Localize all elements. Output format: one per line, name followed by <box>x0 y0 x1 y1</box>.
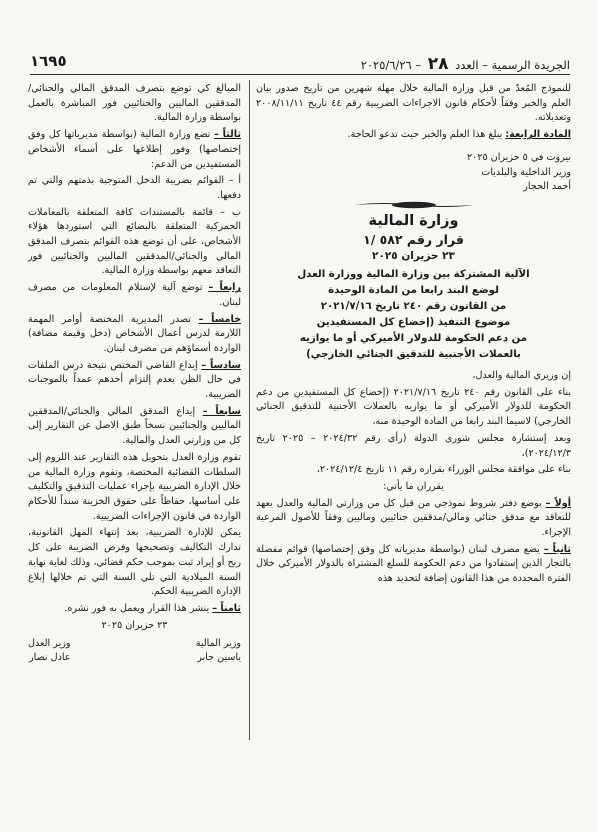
clause-text: إيداع القاضي المختص نتيجة درس الملفات في حال الظن بعدم إلتزام أحدهم عمداً بالموجبات الضريبية. <box>28 359 241 401</box>
signer-title: وزير الداخلية والبلديات <box>481 166 571 178</box>
subject-line: الآلية المشتركة بين وزارة المالية ووزارة العدل <box>297 269 530 281</box>
clause-label: سابعاً – <box>202 405 241 417</box>
decision-date: ٢٣ حزيران ٢٠٢٥ <box>372 250 455 263</box>
sub-item-a: أ – القوائم بضريبة الدخل المتوجبة بذمتهم والتي تم دفعها. <box>28 175 241 201</box>
subject-line: موضوع التنفيذ (إخضاع كل المستفيدين <box>316 317 511 329</box>
clause-label: خامساً – <box>198 313 241 325</box>
clause-eighth <box>28 602 241 617</box>
subject-line: من دعم الحكومة للدولار الأميركي أو ما يوازيه <box>299 333 528 345</box>
preamble: إن وزيري المالية والعدل، <box>472 370 571 382</box>
clause-third <box>28 128 241 172</box>
finance-minister-title: وزير المالية <box>195 638 241 650</box>
left-column <box>28 82 241 665</box>
clause-fourth <box>28 281 241 310</box>
clause-text: يوضع دفتر شروط نموذجي من قبل كل من وزارتي المالية والعدل يعهد للتعاقد مع مدقق جنائي ومالي/مدققين جنائيين وماليين وفقاً للأصول المرعية الإجراء. <box>256 497 571 539</box>
clause-label: ثالثاً – <box>213 129 241 141</box>
clause-first <box>256 497 571 541</box>
right-column <box>256 82 571 589</box>
justice-minister-name: عادل نصار <box>29 652 71 664</box>
journal-name: الجريدة الرسمية – العدد <box>455 58 570 72</box>
clause-second <box>256 543 571 587</box>
recital: وبعد إستشارة مجلس شورى الدولة (رأي رقم ٢٠٢٤/٣٢ – ٢٠٢٥ تاريخ ٢٠٢٤/١٢/٣)، <box>256 432 571 459</box>
finance-minister-block <box>196 637 241 665</box>
subject-line: بالعملات الأجنبية للتدقيق الجنائي الخارجي) <box>306 349 521 361</box>
paragraph: تقوم وزارة العدل بتحويل هذه التقارير عند اللزوم إلى السلطات القضائية المختصة، وتقوم وزارة المالية من خلال الإدارة الضريبية بإجراء عمليات التدقيق والتكليف على أساسها، حفاظاً على حقوق الخزينة سنداً للأحكام الواردة في قانون الإجراءات الضريبية. <box>28 451 241 522</box>
ministers-signatures <box>28 637 241 665</box>
justice-minister-title: وزير العدل <box>28 638 71 650</box>
clause-text: إيداع المدقق المالي والجنائي/المدققين الماليين والجنائيين نسخاً طبق الاصل عن التقارير إلى كل من وزارتي العدل والمالية. <box>28 405 241 447</box>
clause-text: تصدر المديرية المختصة أوامر المهمة اللازمة لدرس أعمال الأشخاص (دخل وقيمة مضافة) الواردة أسماؤهم من مصرف لبنان. <box>28 313 241 354</box>
clause-text: تضع وزارة المالية (بواسطة مديرياتها كل وفق إختصاصها) وفور إطلاعها على أسماء الأشخاص المستفيدين من الدعم: <box>28 129 241 170</box>
interior-signature <box>256 151 571 195</box>
continued-paragraph: المبالغ كي توضع بتصرف المدقق المالي والجنائي/ المدققين الماليين والجنائيين فور المباشرة بالعمل بواسطة وزارة المالية. <box>28 83 241 124</box>
recital: بناء على القانون رقم ٢٤٠ تاريخ ٢٠٢١/٧/١٦ (إخضاع كل المستفيدين من دعم الحكومة للدولار الأميركي أو ما يوازيه بالعملات الأجنبية للتدقيق الجنائي الخارجي) لاسيما البند رابعا من المادة الوحيدة منه، <box>256 386 571 428</box>
sub-item-b: ب – قائمة بالمستندات كافة المتعلقة بالمعاملات الجمركية المتعلقة بالبضائع التي استوردها هؤلاء الأشخاص، على أن توضع هذه القوائم بتصرف المدقق المالي والجنائي/المدققين الماليين والجنائيين فور التعاقد معهم بواسطة وزارة المالية. <box>28 206 241 277</box>
clause-label: سادساً – <box>201 359 241 371</box>
clause-sixth <box>28 359 241 403</box>
ornament-divider <box>256 200 571 210</box>
place-date: بيروت في ٥ حزيران ٢٠٢٥ <box>467 151 571 163</box>
clause-fifth <box>28 313 241 357</box>
clause-label: ثامناً – <box>212 602 241 614</box>
page-number: ١٦٩٥ <box>30 52 67 70</box>
paragraph: يمكن للإدارة الضريبية، بعد إنتهاء المهل القانونية، تدارك التكاليف وتصحيحها وفرض الضريبة على كل ربح أو إيراد ثبت بموجب حكم قضائي، وذلك لغاية نهاية السنة الميلادية التي تلي السنة التي تم خلالها إبلاغ الإدارة الضريبية الحكم. <box>28 527 241 598</box>
article-four <box>256 128 571 143</box>
subject-line: لوضع البند رابعا من المادة الوحيدة <box>328 285 499 297</box>
decision-signing-date: ٢٣ حزيران ٢٠٢٥ <box>101 619 168 631</box>
clause-label: رابعاً – <box>208 282 241 294</box>
issue-date: – ٢٠٢٥/٦/٢٦ <box>360 58 422 72</box>
subject-line: من القانون رقم ٢٤٠ تاريخ ٢٠٢١/٧/١٦ <box>320 301 507 313</box>
decision-subject <box>256 267 571 363</box>
signer-name: أحمد الحجار <box>523 181 571 193</box>
page-header <box>30 50 570 72</box>
recital: بناء على موافقة مجلس الوزراء بقراره رقم ١١ تاريخ ٢٠٢٤/١٢/٤، <box>316 464 571 476</box>
ministry-title: وزارة المالية <box>368 212 459 229</box>
clause-text: ينشر هذا القرار ويعمل به فور نشره. <box>64 602 210 614</box>
decides-heading: يقرران ما يأتي: <box>383 480 444 492</box>
clause-text: توضع آلية لإستلام المعلومات من مصرف لبنان. <box>28 282 241 308</box>
header-rule <box>30 74 570 75</box>
clause-seventh <box>28 405 241 449</box>
justice-minister-block <box>28 637 71 665</box>
issue-number: ٢٨ <box>427 54 449 74</box>
article-four-label: المادة الرابعة: <box>505 129 571 141</box>
clause-label: ثانياً – <box>543 543 571 555</box>
clause-text: يضع مصرف لبنان (بواسطة مديرياته كل وفق إختصاصها) قوائم مفصلة بالتجار الذين إستفادوا من دعم الحكومة للسلع المشتراة بالدولار الأميركي خلال الفترة المحددة من هذا القانون إضافة لتحديد هذه <box>256 543 571 585</box>
article-four-text: يبلغ هذا العلم والخبر حيث تدعو الحاجة. <box>347 129 503 141</box>
column-divider <box>249 80 250 740</box>
intro-paragraph: للنموذج المُعدّ من قبل وزارة المالية خلال مهلة شهرين من تاريخ صدور بيان العلم والخبر وفقاً لأحكام قانون الاجراءات الضريبية رقم ٤٤ تاريخ ٢٠٠٨/١١/١١ وتعديلاته. <box>256 83 571 124</box>
finance-minister-name: ياسين جابر <box>197 652 241 664</box>
ornament-icon <box>354 200 474 210</box>
decision-number: قرار رقم ٥٨٢ /١ <box>363 231 464 247</box>
journal-title <box>361 54 570 74</box>
clause-label: أولاً – <box>545 497 571 509</box>
